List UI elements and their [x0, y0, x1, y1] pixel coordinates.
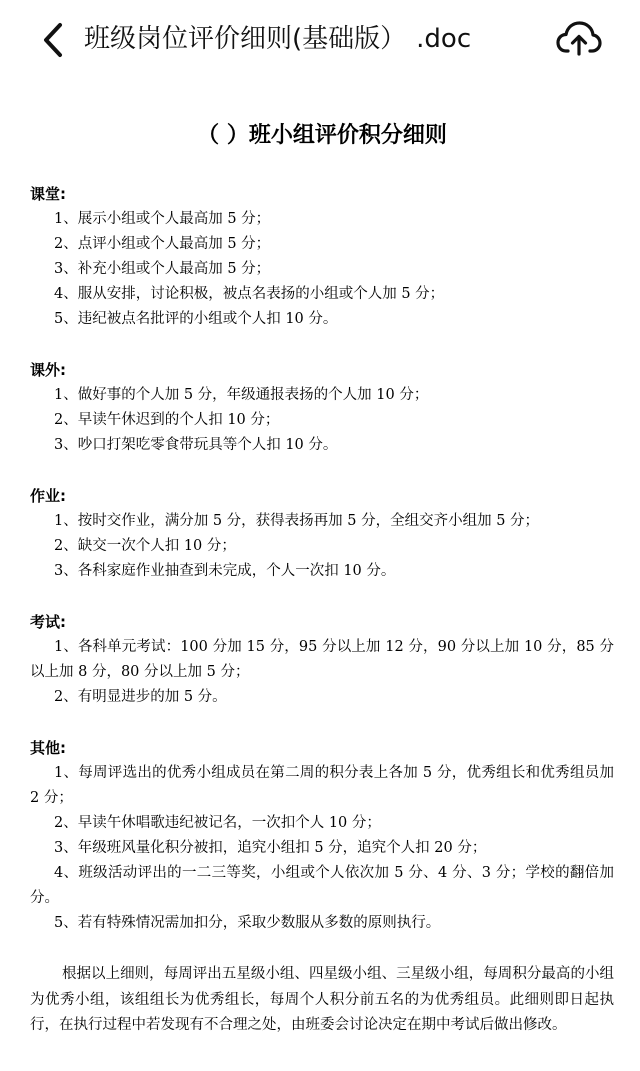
document-heading: （ ）班小组评价积分细则: [197, 122, 447, 148]
section-title: 其他:: [30, 739, 66, 757]
list-item: 2、点评小组或个人最高加 5 分；: [54, 236, 271, 252]
list-item: 4、服从安排，讨论积极，被点名表扬的小组或个人加 5 分；: [54, 286, 445, 302]
section-title: 考试:: [30, 613, 66, 631]
list-item: 5、违纪被点名批评的小组或个人扣 10 分。: [54, 311, 338, 327]
section-other: [30, 736, 614, 936]
summary-paragraph: 根据以上细则，每周评出五星级小组、四星级小组、三星级小组，每周积分最高的小组为优秀小组，该组组长为优秀组长，每周个人积分前五名的为优秀组员。此细则即日起执行，在执行过程中若发现有不合理之处，由班委会讨论决定在期中考试后做出修改。: [30, 966, 614, 1033]
cloud-upload-button[interactable]: [556, 18, 602, 60]
list-item: 3、年级班风量化积分被扣，追究小组扣 5 分，追究个人扣 20 分；: [54, 840, 487, 856]
chevron-left-icon: [38, 20, 72, 60]
section-title: 课外:: [30, 361, 66, 379]
list-item: 2、有明显进步的加 5 分。: [54, 689, 227, 705]
section-homework: [30, 484, 614, 584]
document-title: [84, 18, 471, 60]
section-extracurricular: [30, 358, 614, 458]
document-title-text: 班级岗位评价细则(基础版）: [84, 24, 407, 54]
list-item: 1、做好事的个人加 5 分，年级通报表扬的个人加 10 分；: [54, 387, 429, 403]
section-classroom: [30, 182, 614, 332]
section-exams: [30, 610, 614, 710]
top-bar: [0, 0, 640, 78]
list-item: 2、早读午休唱歌违纪被记名，一次扣个人 10 分；: [54, 815, 381, 831]
list-item: 4、班级活动评出的一二三等奖，小组或个人依次加 5 分、4 分、3 分；学校的翻倍加分。: [30, 865, 614, 906]
list-item: 3、补充小组或个人最高加 5 分；: [54, 261, 271, 277]
list-item: 1、每周评选出的优秀小组成员在第二周的积分表上各加 5 分，优秀组长和优秀组员加 2 分；: [30, 765, 614, 806]
document-body: [30, 118, 614, 1039]
list-item: 2、早读午休迟到的个人扣 10 分；: [54, 412, 280, 428]
document-extension: .doc: [416, 24, 472, 54]
list-item: 3、吵口打架吃零食带玩具等个人扣 10 分。: [54, 437, 338, 453]
list-item: 1、按时交作业，满分加 5 分，获得表扬再加 5 分，全组交齐小组加 5 分；: [54, 513, 540, 529]
list-item: 3、各科家庭作业抽查到未完成，个人一次扣 10 分。: [54, 563, 396, 579]
back-button[interactable]: [38, 20, 72, 60]
section-title: 课堂:: [30, 185, 66, 203]
cloud-upload-icon: [556, 18, 602, 60]
list-item: 5、若有特殊情况需加扣分，采取少数服从多数的原则执行。: [54, 915, 441, 931]
list-item: 1、各科单元考试：100 分加 15 分，95 分以上加 12 分，90 分以上加 10 分，85 分以上加 8 分，80 分以上加 5 分；: [30, 639, 614, 680]
list-item: 1、展示小组或个人最高加 5 分；: [54, 211, 271, 227]
list-item: 2、缺交一次个人扣 10 分；: [54, 538, 236, 554]
section-title: 作业:: [30, 487, 66, 505]
